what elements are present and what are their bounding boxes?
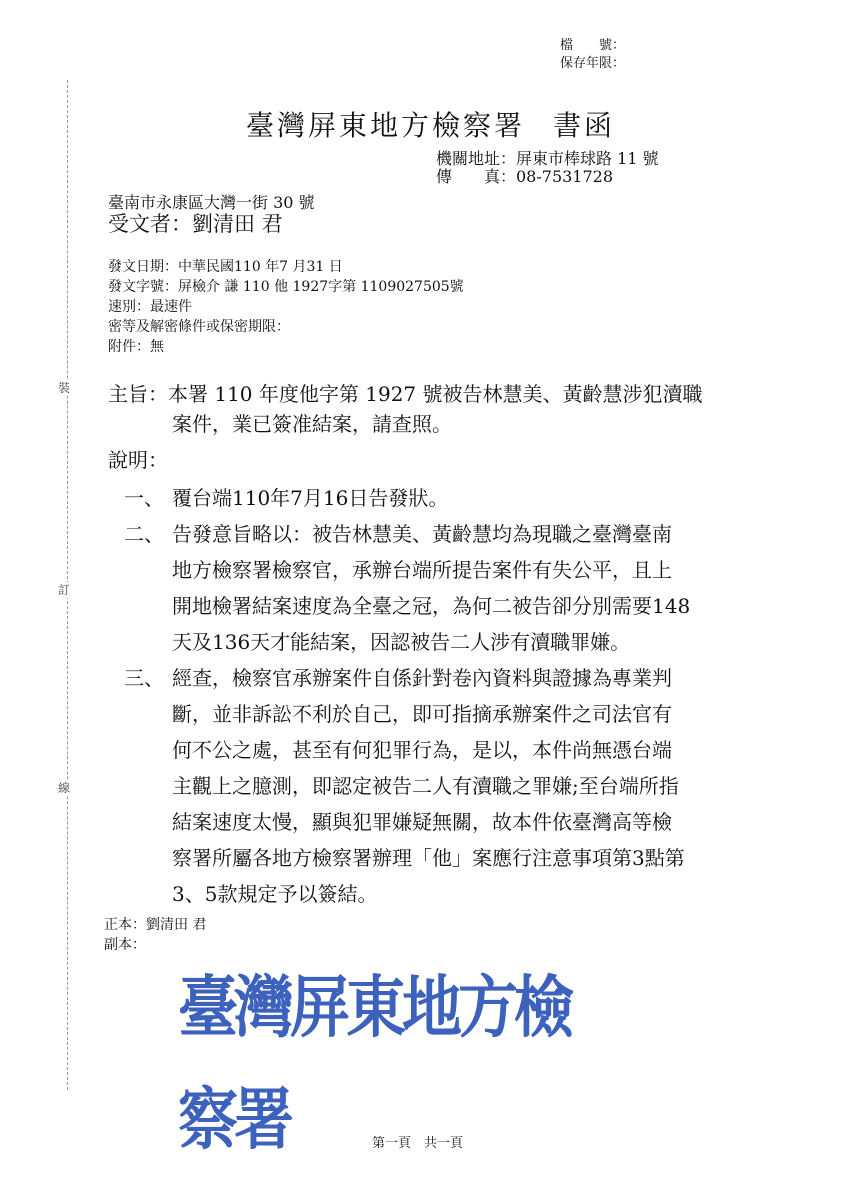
retention-period-label: 保存年限： (560, 56, 626, 71)
subject-line-2: 案件，業已簽准結案，請查照。 (172, 412, 452, 436)
item-2-line: 告發意旨略以：被告林慧美、黃齡慧均為現職之臺灣臺南 (172, 522, 672, 546)
delivery-speed: 速別：最速件 (108, 299, 192, 315)
subject-line-1: 主旨：本署 110 年度他字第 1927 號被告林慧美、黃齡慧涉犯瀆職 (108, 382, 703, 406)
item-2-line: 開地檢署結案速度為全臺之冠，為何二被告卻分別需要148 (172, 594, 691, 618)
item-3-line: 結案速度太慢，顯與犯罪嫌疑無關，故本件依臺灣高等檢 (172, 810, 672, 834)
item-3-line: 經查，檢察官承辦案件自係針對卷內資料與證據為專業判 (172, 666, 672, 690)
item-1-line: 覆台端110年7月16日告發狀。 (172, 486, 449, 510)
item-3-line: 斷，並非訴訟不利於自己，即可指摘承辦案件之司法官有 (172, 702, 672, 726)
agency-fax: 傳 真：08-7531728 (436, 167, 614, 186)
explanation-heading: 說明： (108, 448, 168, 472)
binding-mark-3: 線 (58, 781, 71, 795)
binding-mark-1: 裝 (58, 381, 71, 395)
item-3-line: 何不公之處，甚至有何犯罪行為，是以，本件尚無憑台端 (172, 738, 672, 762)
item-3-line: 察署所屬各地方檢察署辦理「他」案應行注意事項第3點第 (172, 846, 685, 870)
agency-address: 機關地址：屏東市棒球路 11 號 (436, 149, 659, 168)
original-copy-recipient: 正本：劉清田 君 (104, 917, 207, 933)
recipient-address: 臺南市永康區大灣一街 30 號 (108, 193, 315, 212)
issue-date: 發文日期：中華民國110 年7 月31 日 (108, 259, 343, 275)
document-number: 發文字號：屏檢介 謙 110 他 1927字第 1109027505號 (108, 279, 464, 295)
item-3-marker: 三、 (124, 666, 164, 690)
item-3-line: 3、5款規定予以簽結。 (172, 882, 378, 906)
document-type: 書函 (553, 109, 616, 142)
item-2-line: 天及136天才能結案，因認被告二人涉有瀆職罪嫌。 (172, 630, 631, 654)
binding-mark-2: 訂 (58, 583, 71, 597)
attachment: 附件：無 (108, 339, 164, 355)
duplicate-copy-recipient: 副本： (104, 937, 146, 953)
page-number: 第一頁 共一頁 (372, 1136, 464, 1151)
item-3-line: 主觀上之臆測，即認定被告二人有瀆職之罪嫌;至台端所指 (172, 774, 679, 798)
item-1-marker: 一、 (124, 486, 164, 510)
item-2-marker: 二、 (124, 522, 164, 546)
item-2-line: 地方檢察署檢察官，承辦台端所提告案件有失公平，且上 (172, 558, 672, 582)
file-number-label: 檔 號： (560, 38, 626, 53)
recipient-line: 受文者：劉清田 君 (108, 212, 283, 236)
secrecy-level: 密等及解密條件或保密期限： (108, 319, 290, 335)
agency-seal-stamp: 臺灣屏東地方檢察署 (178, 968, 570, 1160)
page-title (246, 104, 615, 144)
agency-name: 臺灣屏東地方檢察署 (246, 109, 526, 142)
